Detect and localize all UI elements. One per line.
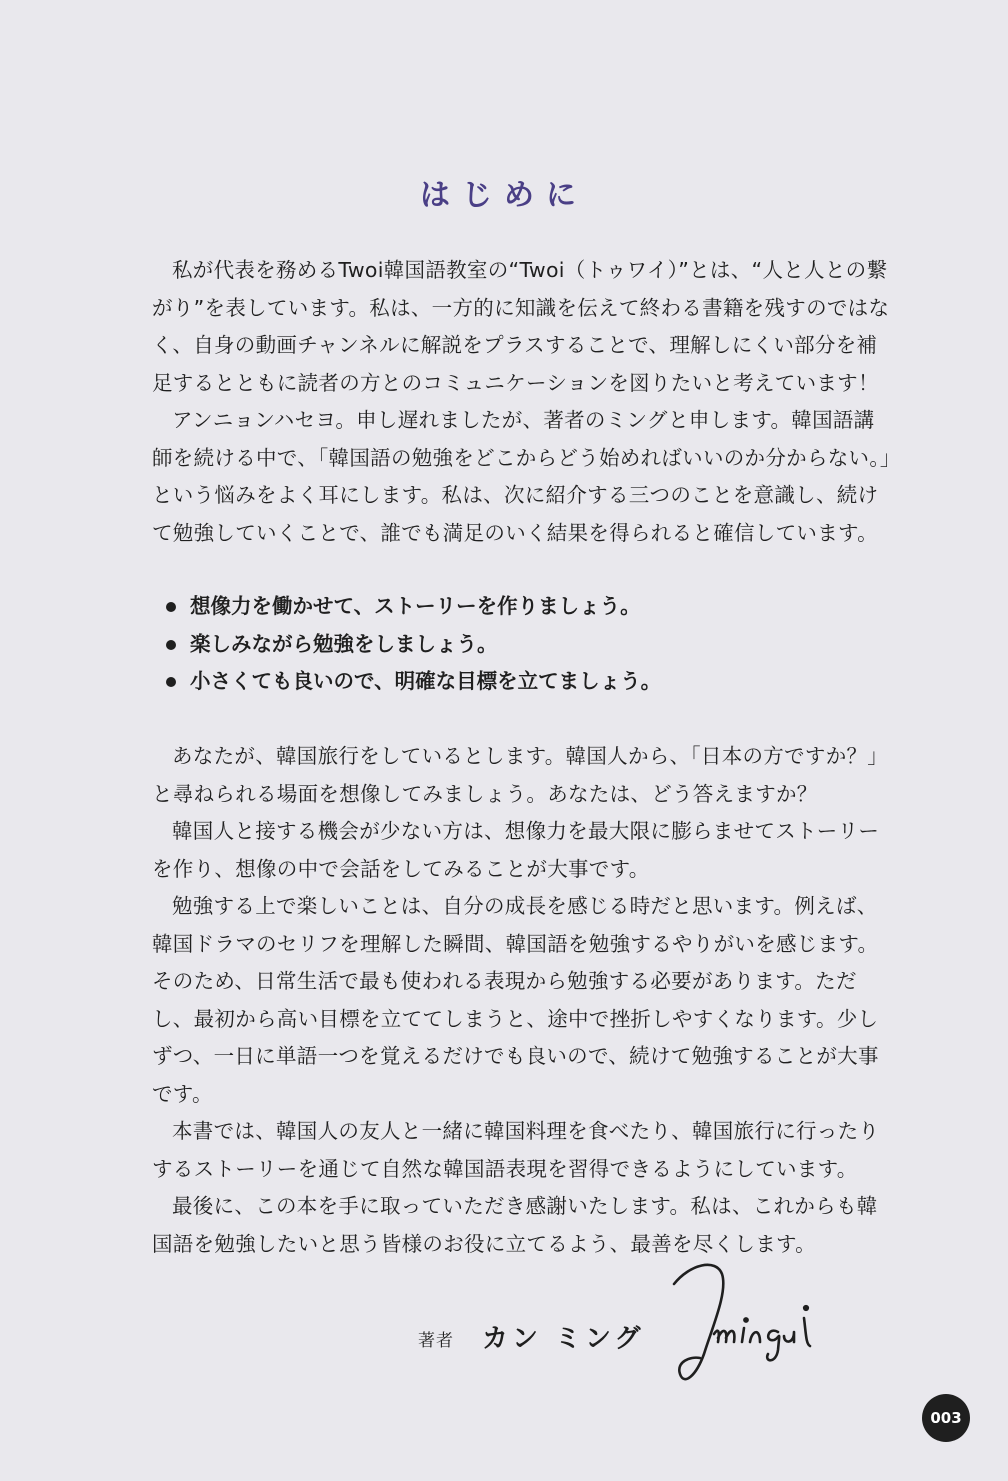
bullet-icon (166, 640, 176, 650)
intro-paragraph: アンニョンハセヨ。申し遅れましたが、著者のミングと申します。韓国語講師を続ける中で、「韓国語の勉強をどこからどう始めればいいのか分からない。」という悩みをよく耳にします。私は、次に紹介する三つのことを意識し、続けて勉強していくことで、誰でも満足のいく結果を得られると確信しています。 (152, 408, 891, 545)
page-number-badge: 003 (922, 1394, 970, 1442)
list-item (160, 663, 880, 701)
signature-image (660, 1258, 820, 1398)
bullet-icon (166, 602, 176, 612)
main-paragraph: 本書では、韓国人の友人と一緒に韓国料理を食べたり、韓国旅行に行ったりするストーリーを通じて自然な韓国語表現を習得できるようにしています。 (152, 1119, 880, 1181)
author-name: カン ミング (482, 1324, 645, 1354)
page-title: はじめに (420, 178, 588, 214)
bullet-icon (166, 677, 176, 687)
main-paragraph: 最後に、この本を手に取っていただき感謝いたします。私は、これからも韓国語を勉強したいと思う皆様のお役に立てるよう、最善を尽くします。 (152, 1194, 878, 1256)
list-item (160, 626, 880, 664)
list-item-text: 想像力を働かせて、ストーリーを作りましょう。 (190, 594, 641, 618)
main-paragraph: 勉強する上で楽しいことは、自分の成長を感じる時だと思います。例えば、韓国ドラマのセリフを理解した瞬間、韓国語を勉強するやりがいを感じます。そのため、日常生活で最も使われる表現から勉強する必要があります。ただし、最初から高い目標を立ててしまうと、途中で挫折しやすくなります。少しずつ、一日に単語一つを覚えるだけでも良いので、続けて勉強することが大事です。 (152, 894, 879, 1106)
list-item (160, 588, 880, 626)
key-points-list (160, 588, 880, 701)
main-paragraph: あなたが、韓国旅行をしているとします。韓国人から、「日本の方ですか？」と尋ねられる場面を想像してみましょう。あなたは、どう答えますか？ (152, 744, 889, 806)
author-label: 著者 (418, 1331, 454, 1351)
main-text (152, 738, 892, 1263)
intro-paragraph: 私が代表を務めるTwoi韓国語教室の“Twoi（トゥワイ）”とは、“人と人との繋がり”を表しています。私は、一方的に知識を伝えて終わる書籍を残すのではなく、自身の動画チャンネルに解説をプラスすることで、理解しにくい部分を補足するとともに読者の方とのコミュニケーションを図りたいと考えています！ (152, 258, 890, 395)
list-item-text: 楽しみながら勉強をしましょう。 (190, 631, 498, 656)
intro-text (152, 252, 892, 552)
main-paragraph: 韓国人と接する機会が少ない方は、想像力を最大限に膨らませてストーリーを作り、想像の中で会話をしてみることが大事です。 (152, 819, 880, 881)
list-item-text: 小さくても良いので、明確な目標を立てましょう。 (190, 669, 662, 693)
